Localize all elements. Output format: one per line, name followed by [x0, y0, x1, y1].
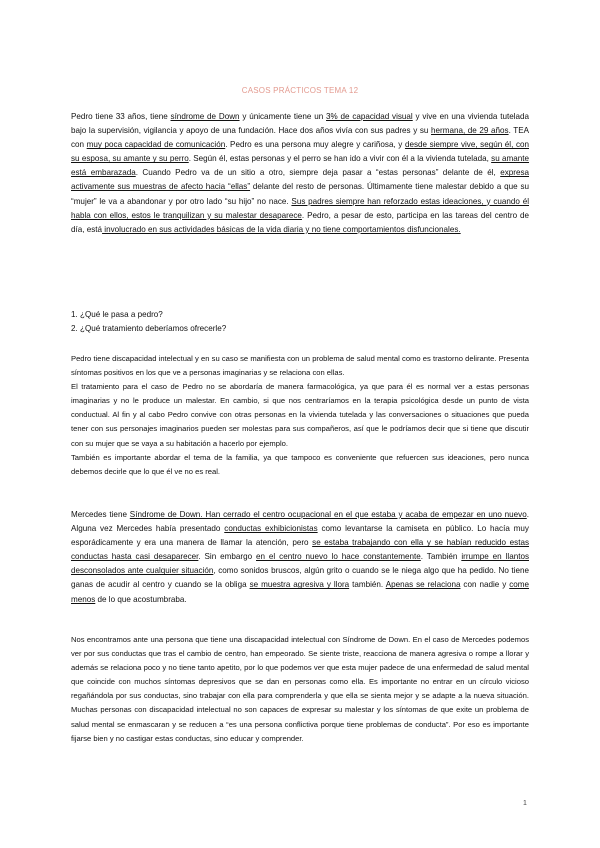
answer-1-paragraph: También es importante abordar el tema de la familia, ya que tampoco es conveniente que refuercen sus ideaciones, pero nunca debemos decirle que lo que él ve no es real.: [71, 452, 529, 476]
question-1: 1. ¿Qué le pasa a pedro?: [71, 310, 163, 319]
text-run: . Alguna vez Mercedes había presentado: [71, 510, 529, 534]
text-run: también.: [349, 580, 386, 590]
case-2-text: [71, 508, 529, 607]
question-2: 2. ¿Qué tratamiento deberíamos ofrecerle?: [71, 324, 227, 334]
underlined-text: síndrome de Down: [170, 112, 240, 121]
questions-list: [71, 308, 529, 336]
underlined-text: se estaba trabajando con ella y se habían reducido estas conductas hasta casi desaparecer: [71, 538, 529, 562]
answer-2: [71, 633, 529, 746]
page-number: 1: [523, 800, 527, 807]
text-run: con nadie y: [460, 580, 510, 590]
text-run: . Cuando Pedro va de un sitio a otro, siempre deja pasar a “estas personas” delante de él,: [135, 168, 501, 178]
underlined-text: Apenas se relaciona: [385, 580, 461, 590]
case-2-paragraph: [71, 508, 529, 607]
underlined-text: hermana, de 29 años: [431, 126, 509, 136]
text-run: Pedro tiene 33 años, tiene: [71, 112, 171, 121]
underlined-text: desde siempre vive, según él, con su esposa, su amante y su perro: [71, 140, 529, 164]
case-1-paragraph: [71, 110, 529, 237]
text-run: y vive en una vivienda tutelada bajo la supervisión, vigilancia y apoyo de una fundación. Hace dos años vivía con sus padres y su: [71, 112, 529, 136]
answer-1: [71, 352, 529, 479]
text-run: como levantarse la camiseta en público. Lo hacía muy esporádicamente y era una manera de llamar la atención, pero: [71, 524, 529, 548]
underlined-text: irrumpe en llantos desconsolados ante cualquier situación: [71, 552, 529, 576]
underlined-text: Síndrome de Down. Han cerrado el centro ocupacional en el que estaba y acaba de empezar en uno nuevo: [129, 510, 527, 519]
text-run: , como sonidos bruscos, algún grito o cuando se le niega algo que ha pedido. No tiene ganas de acudir al centro y cuando se la obliga: [71, 566, 529, 590]
underlined-text: expresa activamente sus muestras de afecto hacia “ellas”: [71, 168, 529, 192]
underlined-text: 3% de capacidad visual: [326, 112, 413, 121]
text-run: . Según él, estas personas y el perro se han ido a vivir con él a la vivienda tutelada,: [188, 154, 492, 164]
underlined-text: conductas exhibicionistas: [224, 524, 318, 534]
underlined-text: en el centro nuevo lo hace constantemente: [256, 552, 421, 562]
underlined-text: Sus padres siempre han reforzado estas ideaciones, y cuando él habla con ellos, estos le tranquilizan y su malestar desaparece: [71, 196, 529, 220]
underlined-text: muy poca capacidad de comunicación: [86, 140, 226, 150]
underlined-text: come menos: [71, 580, 530, 604]
text-run: . TEA con: [71, 126, 530, 150]
underlined-text: involucrado en sus actividades básicas de la vida diaria y no tiene comportamientos disfuncionales.: [102, 224, 461, 234]
text-run: y únicamente tiene un: [239, 112, 327, 121]
underlined-text: su amante está embarazada: [71, 154, 529, 178]
text-run: Mercedes tiene: [71, 510, 130, 519]
text-run: . Pedro es una persona muy alegre y cariñosa, y: [225, 140, 405, 150]
answer-1-paragraph: El tratamiento para el caso de Pedro no se abordaría de manera farmacológica, ya que para él es normal ver a estas personas imaginarias y no le produce un malestar. En cambio, si que nos centraríamos en la terapia psicológica desde un punto de vista conductual. Al fin y al cabo Pedro convive con otras personas en la vivienda tutelada y las conversaciones o situaciones que pueda tener con sus personajes imaginarios pueden ser molestas para sus compañeros, así que le podríamos decir que si tiene que discutir con su mujer que se vaya a su habitación a hacerlo por ejemplo.: [71, 382, 529, 448]
case-1-text: [71, 110, 529, 237]
answer-1-paragraph: Pedro tiene discapacidad intelectual y en su caso se manifiesta con un problema de salud mental como es trastorno delirante. Presenta síntomas positivos en los que ve a personas imaginarias y se relaciona con ellas.: [71, 354, 529, 378]
underlined-text: se muestra agresiva y llora: [249, 580, 350, 590]
answer-2-paragraph: Nos encontramos ante una persona que tiene una discapacidad intelectual con Síndrome de Down. En el caso de Mercedes podemos ver por sus conductas que tras el cambio de centro, han empeorado. Se siente triste, reacciona de manera agresiva o rompe a llorar y además se relaciona poco y no tiene tanto apetito, por lo que podemos ver que esta mujer padece de una enfermedad de salud mental que coincide con muchos síntomas depresivos que se dan en personas como ella. Es importante no entrar en un círculo vicioso regañándola por sus conductas, sino trabajar con ella para comprenderla y que ella se sienta mejor y se adapte a la nueva situación. Muchas personas con discapacidad intelectual no son capaces de expresar su malestar y los síntomas de que exite un problema de salud mental se enmascaran y se reducen a “es una persona conflictiva porque tiene problemas de conducta”. Por eso es importante fijarse bien y no castigar estas conductas, sino educar y comprender.: [71, 635, 529, 743]
text-run: . También: [420, 552, 462, 562]
text-run: . Pedro, a pesar de esto, participa en las tareas del centro de día, está: [71, 210, 529, 234]
document-title: CASOS PRÁCTICOS TEMA 12: [241, 86, 359, 95]
text-run: de lo que acostumbraba.: [95, 594, 187, 604]
text-run: delante del resto de personas. Últimamente tiene malestar debido a que su “mujer” le va a abandonar y por otro lado “su hijo” no nace.: [71, 182, 529, 206]
text-run: . Sin embargo: [198, 552, 257, 562]
